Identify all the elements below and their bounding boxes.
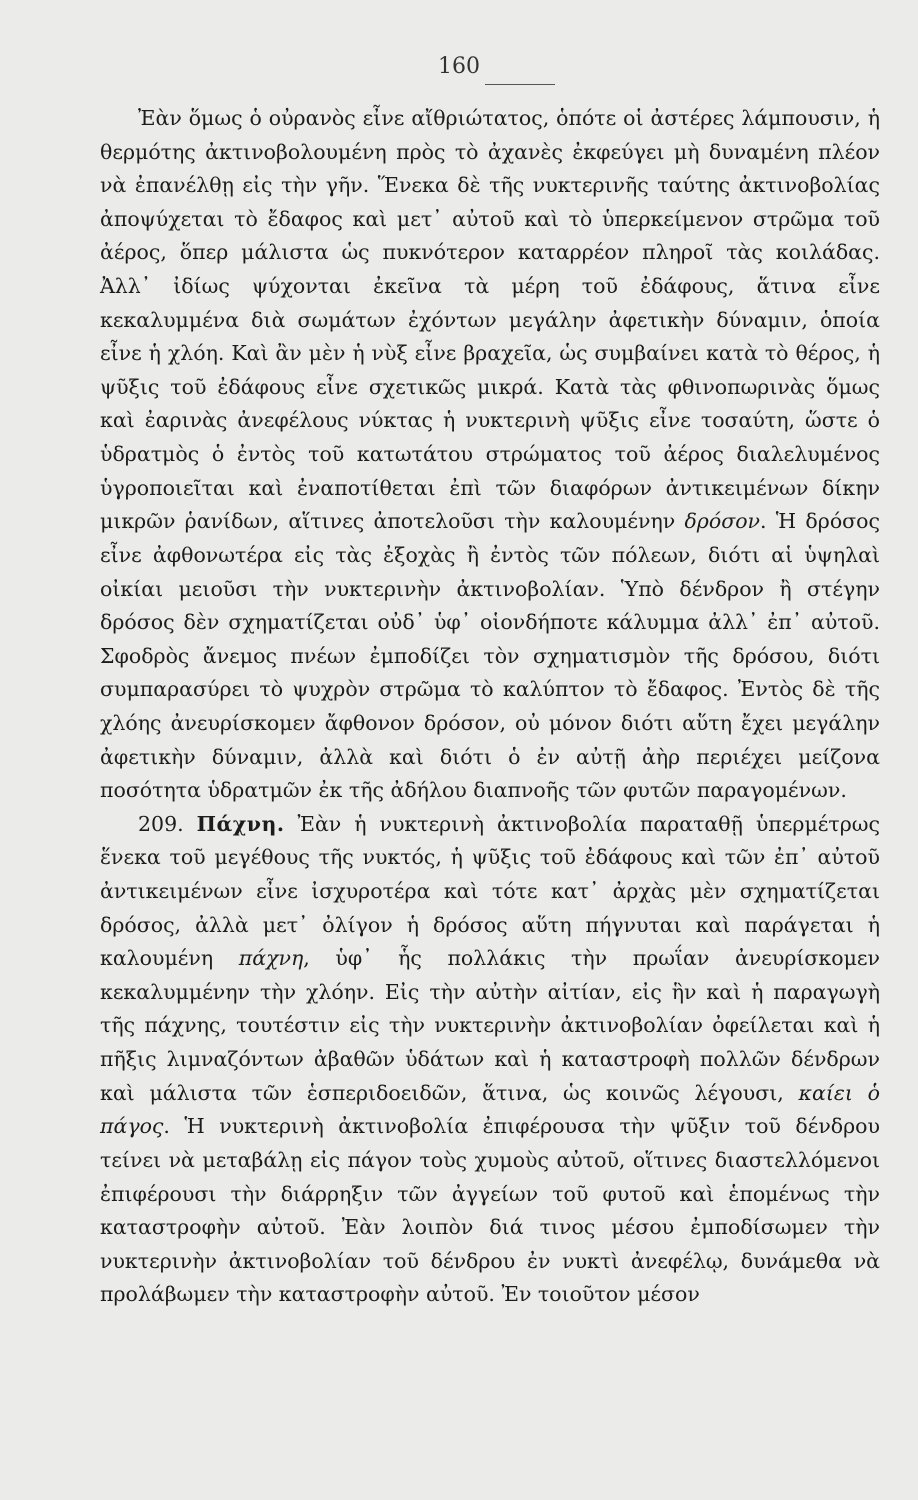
page-number-rule: [485, 84, 555, 85]
paragraph-dew: [100, 102, 880, 808]
body-text: [100, 102, 880, 1312]
paragraph-text: Ἐὰν ὅμως ὁ οὐρανὸς εἶνε αἴθριώτατος, ὁπότε οἱ ἀστέρες λάμπουσιν, ἡ θερμότης ἀκτινοβολουμένη πρὸς τὸ ἀχανὲς ἐκφεύγει μὴ δυναμένη πλέον νὰ ἐπανέλθῃ εἰς τὴν γῆν. Ἕνεκα δὲ τῆς νυκτερινῆς ταύτης ἀκτινοβολίας ἀποψύχεται τὸ ἔδαφος καὶ μετ᾽ αὐτοῦ καὶ τὸ ὑπερκείμενον στρῶμα τοῦ ἀέρος, ὅπερ μάλιστα ὡς πυκνότερον καταρρέον πληροῖ τὰς κοιλάδας. Ἀλλ᾽ ἰδίως ψύχονται ἐκεῖνα τὰ μέρη τοῦ ἐδάφους, ἅτινα εἶνε κεκαλυμμένα διὰ σωμάτων ἐχόντων μεγάλην ἀφετικὴν δύναμιν, ὁποία εἶνε ἡ χλόη. Καὶ ἂν μὲν ἡ νὺξ εἶνε βραχεῖα, ὡς συμβαίνει κατὰ τὸ θέρος, ἡ ψῦξις τοῦ ἐδάφους εἶνε σχετικῶς μικρά. Κατὰ τὰς φθινοπωρινὰς ὅμως καὶ ἐαρινὰς ἀνεφέλους νύκτας ἡ νυκτερινὴ ψῦξις εἶνε τοσαύτη, ὥστε ὁ ὑδρατμὸς ὁ ἐντὸς τοῦ κατωτάτου στρώματος τοῦ ἀέρος διαλελυμένος ὑγροποιεῖται καὶ ἐναποτίθεται ἐπὶ τῶν διαφόρων ἀντικειμένων δίκην μικρῶν ῥανίδων, αἵτινες ἀποτελοῦσι τὴν καλουμένην: [100, 106, 880, 534]
section-title: Πάχνη.: [196, 811, 285, 836]
section-number: 209.: [138, 811, 184, 836]
italic-term-dew: δρόσον: [684, 509, 761, 534]
italic-term-frost: πάχνη: [238, 946, 304, 971]
section-text-end: . Ἡ νυκτερινὴ ἀκτινοβολία ἐπιφέρουσα τὴν ψῦξιν τοῦ δένδρου τείνει νὰ μεταβάλῃ εἰς πάγον τοὺς χυμοὺς αὐτοῦ, οἵτινες διαστελλόμενοι ἐπιφέρουσι τὴν διάρρηξιν τῶν ἀγγείων τοῦ φυτοῦ καὶ ἑπομένως τὴν καταστροφὴν αὐτοῦ. Ἐὰν λοιπὸν διά τινος μέσου ἐμποδίσωμεν τὴν νυκτερινὴν ἀκτινοβολίαν τοῦ δένδρου ἐν νυκτὶ ἀνεφέλῳ, δυνάμεθα νὰ προλάβωμεν τὴν καταστροφὴν αὐτοῦ. Ἐν τοιοῦτον μέσον: [100, 1114, 880, 1307]
section-text: Ἐὰν ἡ νυκτερινὴ ἀκτινοβολία παραταθῇ ὑπερμέτρως ἕνεκα τοῦ μεγέθους τῆς νυκτός, ἡ ψῦξις τοῦ ἐδάφους καὶ τῶν ἐπ᾽ αὐτοῦ ἀντικειμένων εἶνε ἰσχυροτέρα καὶ τότε κατ᾽ ἀρχὰς μὲν σχηματίζεται δρόσος, ἀλλὰ μετ᾽ ὀλίγον ἡ δρόσος αὕτη πήγνυται καὶ παράγεται ἡ καλουμένη: [100, 811, 880, 971]
italic-phrase: καίει ὁ πάγος: [100, 1080, 880, 1139]
paragraph-frost: [100, 808, 880, 1312]
page-number: 160: [438, 54, 480, 79]
paragraph-text-cont: . Ἡ δρόσος εἶνε ἀφθονωτέρα εἰς τὰς ἐξοχὰς ἢ ἐντὸς τῶν πόλεων, διότι αἱ ὑψηλαὶ οἰκίαι μειοῦσι τὴν νυκτερινὴν ἀκτινοβολίαν. Ὑπὸ δένδρον ἢ στέγην δρόσος δὲν σχηματίζεται οὐδ᾽ ὑφ᾽ οἱονδήποτε κάλυμμα ἀλλ᾽ ἐπ᾽ αὐτοῦ. Σφοδρὸς ἄνεμος πνέων ἐμποδίζει τὸν σχηματισμὸν τῆς δρόσου, διότι συμπαρασύρει τὸ ψυχρὸν στρῶμα τὸ καλύπτον τὸ ἔδαφος. Ἐντὸς δὲ τῆς χλόης ἀνευρίσκομεν ἄφθονον δρόσον, οὐ μόνον διότι αὕτη ἔχει μεγάλην ἀφετικὴν δύναμιν, ἀλλὰ καὶ διότι ὁ ἐν αὐτῇ ἀὴρ περιέχει μείζονα ποσότητα ὑδρατμῶν ἐκ τῆς ἀδήλου διαπνοῆς τῶν φυτῶν παραγομένων.: [100, 509, 880, 803]
section-text-cont: , ὑφ᾽ ἧς πολλάκις τὴν πρωΐαν ἀνευρίσκομεν κεκαλυμμένην τὴν χλόην. Εἰς τὴν αὐτὴν αἰτίαν, εἰς ἣν καὶ ἡ παραγωγὴ τῆς πάχνης, τουτέστιν εἰς τὴν νυκτερινὴν ἀκτινοβολίαν ὀφείλεται καὶ ἡ πῆξις λιμναζόντων ἀβαθῶν ὑδάτων καὶ ἡ καταστροφὴ πολλῶν δένδρων καὶ μάλιστα τῶν ἑσπεριδοειδῶν, ἅτινα, ὡς κοινῶς λέγουσι,: [100, 946, 880, 1105]
